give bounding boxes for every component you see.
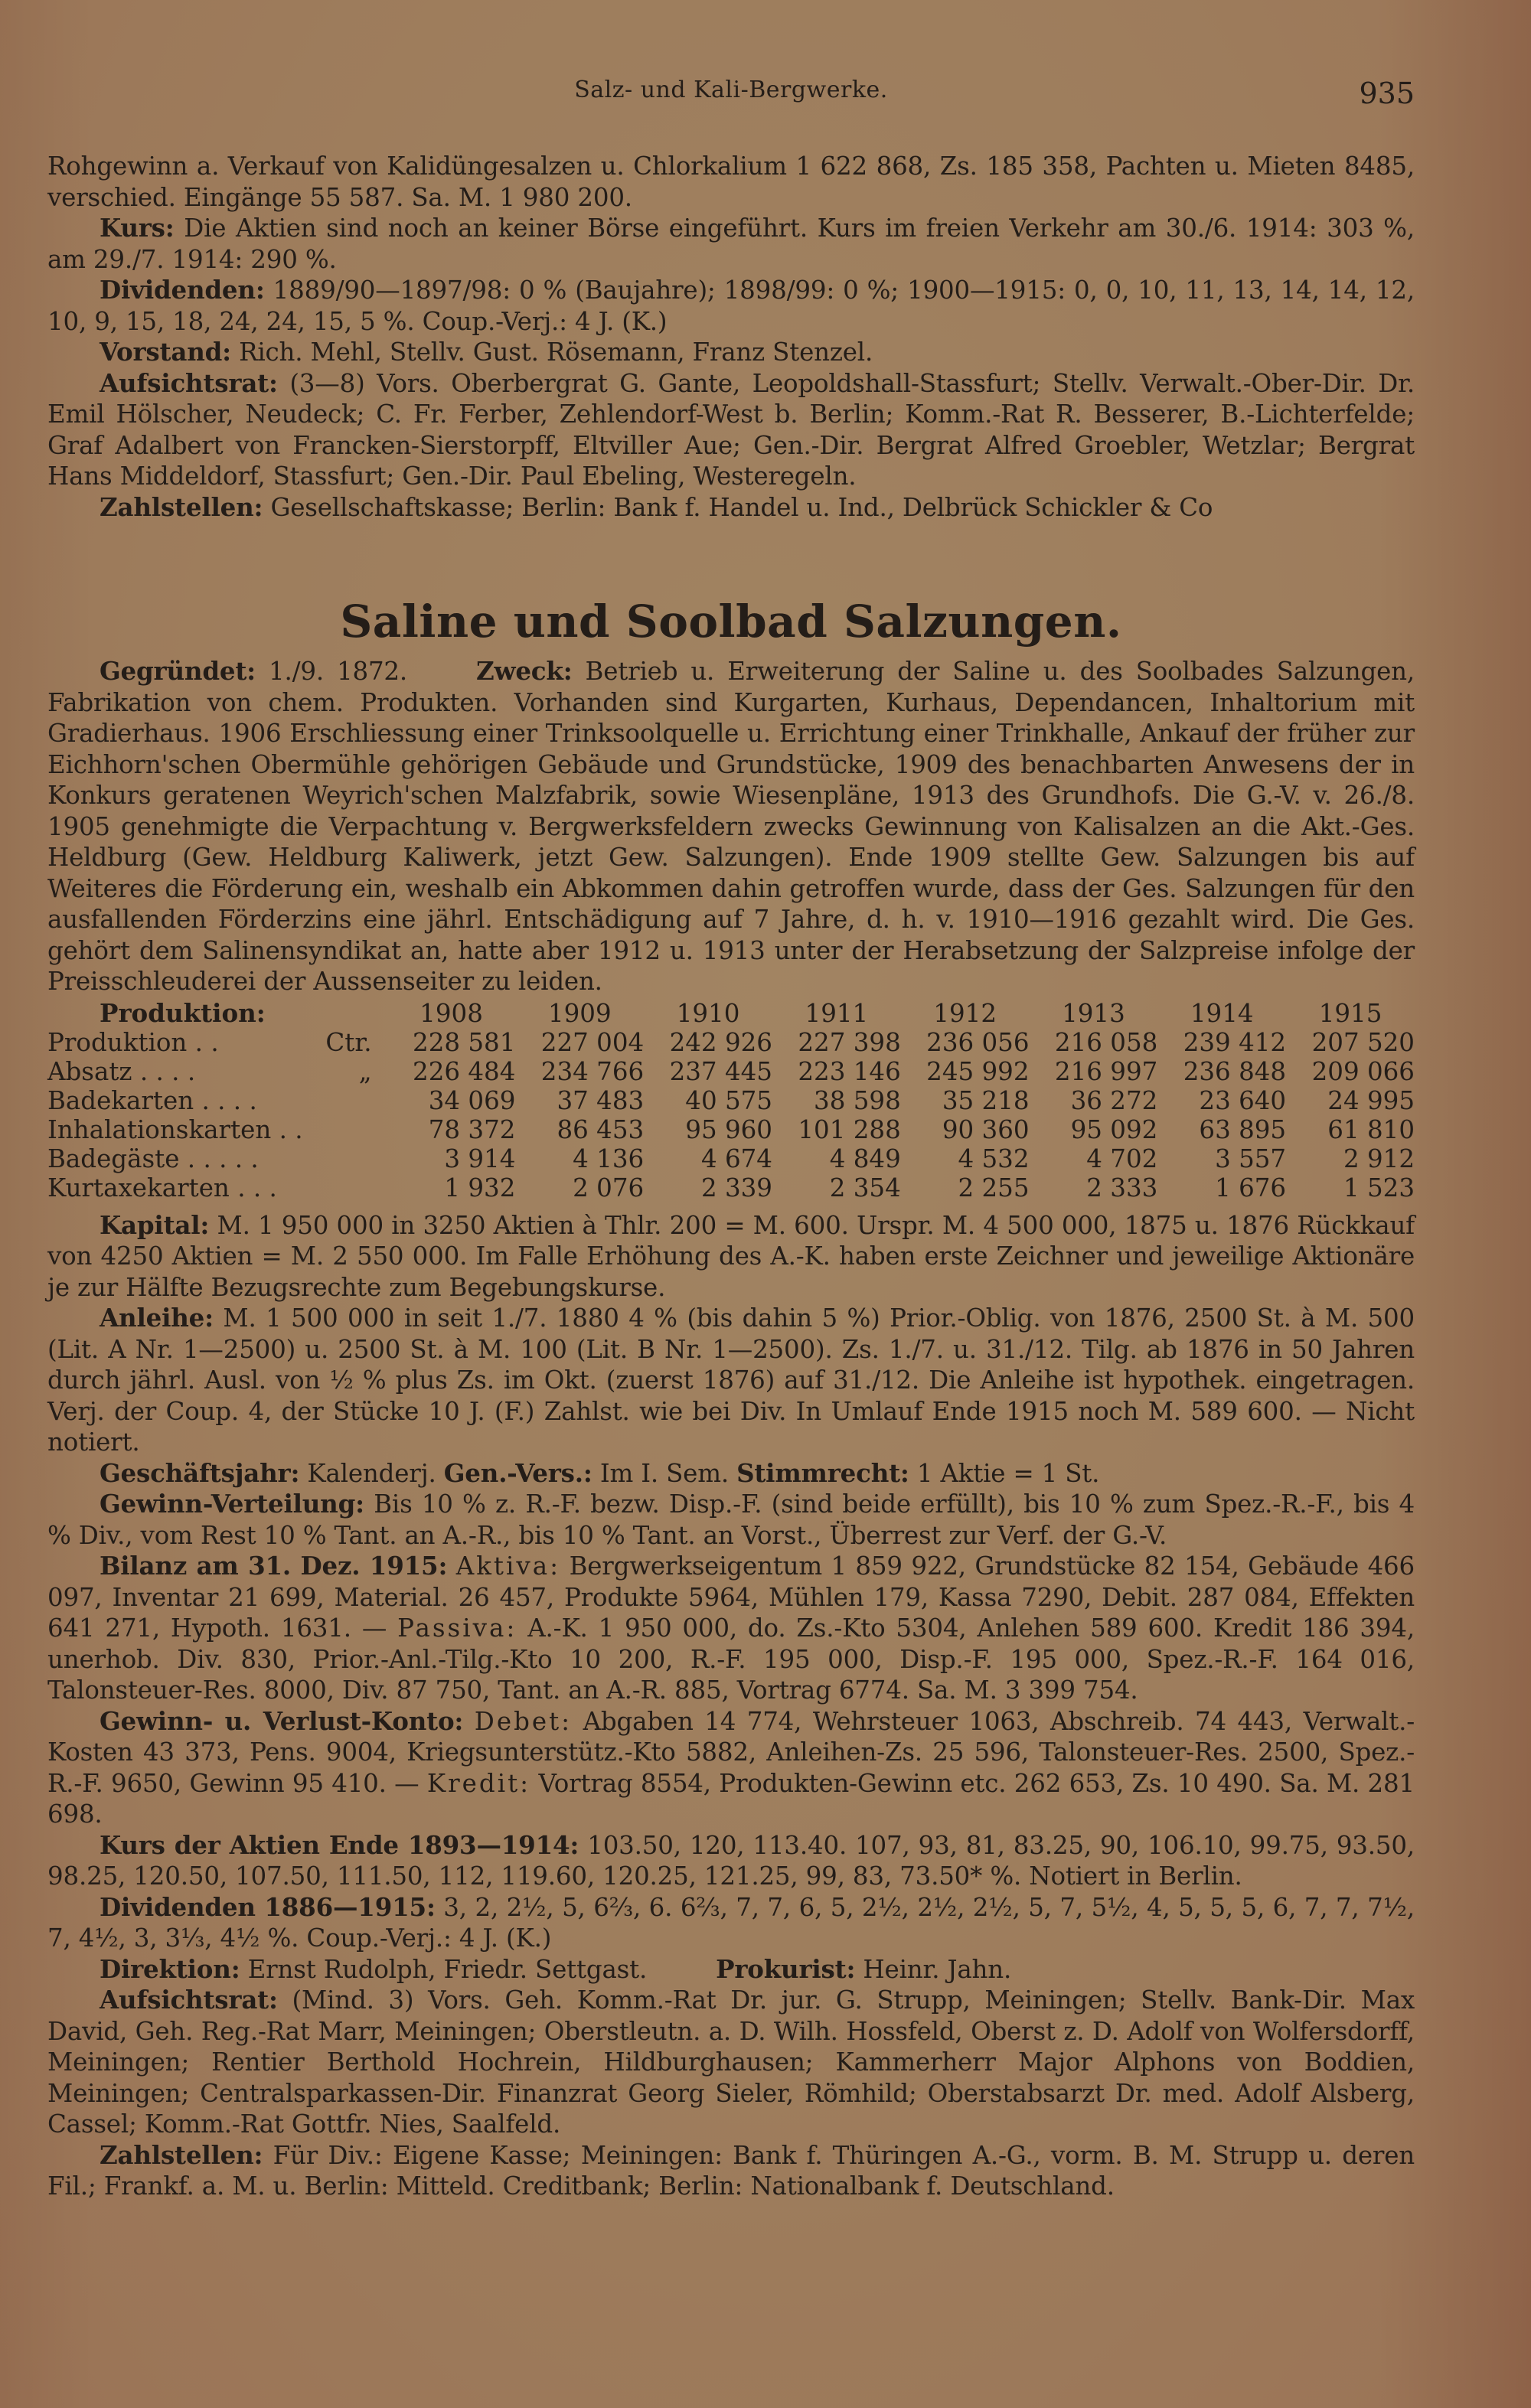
row-unit [303, 1144, 387, 1173]
cell: 95 960 [685, 1114, 772, 1144]
cell: 227 398 [798, 1027, 901, 1057]
cell: 4 136 [573, 1144, 645, 1173]
kapital-paragraph [47, 1210, 1415, 1304]
cell: 78 372 [428, 1114, 516, 1144]
zahlstellen-text: Für Div.: Eigene Kasse; Meiningen: Bank f. Thüringen A.-G., vorm. B. M. Strupp u. deren Fil.; Frankf. a. M. u. Berlin: Mitteld. Creditbank; Berlin: Nationalbank f. Deutschland. [47, 2140, 1415, 2201]
page-number: 935 [1359, 77, 1415, 110]
cell: 4 532 [958, 1144, 1030, 1173]
cell: 40 575 [685, 1085, 772, 1115]
cell: 2 333 [1086, 1173, 1158, 1202]
row-label: Badegäste . . . . . [47, 1144, 259, 1173]
dividenden-label: Dividenden 1886—1915: [100, 1891, 436, 1922]
kapital-label: Kapital: [100, 1209, 210, 1240]
cell: 228 581 [413, 1027, 516, 1057]
cell: 3 557 [1215, 1144, 1287, 1173]
dividenden-paragraph [47, 1892, 1415, 1954]
cell: 237 445 [669, 1056, 772, 1086]
kurs-text: 103.50, 120, 113.40. 107, 93, 81, 83.25, 90, 106.10, 99.75, 93.50, 98.25, 120.50, 107.50, 111.50, 112, 119.60, 120.25, 121.25, 99, 83, 73.50* %. Notiert in Berlin. [47, 1830, 1415, 1891]
row-label: Kurtaxekarten . . . [47, 1173, 277, 1202]
kurs-label: Kurs der Aktien Ende 1893—1914: [100, 1829, 579, 1860]
zahlstellen-paragraph [47, 492, 1415, 524]
table-row [47, 1173, 1415, 1202]
cell: 236 848 [1183, 1056, 1287, 1086]
cell: 1 676 [1215, 1173, 1287, 1202]
geschaeftsjahr-label: Geschäftsjahr: [100, 1457, 300, 1488]
cell: 227 004 [540, 1027, 645, 1057]
vorstand-paragraph [47, 337, 1415, 368]
cell: 63 895 [1199, 1114, 1287, 1144]
cell: 239 412 [1183, 1027, 1287, 1057]
kredit-text: Vortrag 8554, Produkten-Gewinn etc. 262 653, Zs. 10 490. Sa. M. 281 698. [47, 1768, 1415, 1829]
produktion-table-label: Produktion: [100, 997, 266, 1028]
year-header: 1911 [805, 998, 869, 1028]
cell: 3 914 [444, 1144, 516, 1173]
cell: 4 674 [700, 1144, 772, 1173]
cell: 226 484 [413, 1056, 516, 1086]
zahlstellen-paragraph [47, 2140, 1415, 2202]
anleihe-text: M. 1 500 000 in seit 1./7. 1880 4 % (bis dahin 5 %) Prior.-Oblig. von 1876, 2500 St. à M. 500 (Lit. A Nr. 1—2500) u. 2500 St. à M. 100 (Lit. B Nr. 1—2500). Zs. 1./7. u. 31./12. Tilg. ab 1876 in 50 Jahren durch jährl. Ausl. von ½ % plus Zs. im Okt. (zuerst 1876) auf 31./12. Die Anleihe ist hypothek. eingetragen. Verj. der Coup. 4, der Stücke 10 J. (F.) Zahlst. wie bei Div. In Umlauf Ende 1915 noch M. 589 600. — Nicht notiert. [47, 1304, 1415, 1457]
anleihe-label: Anleihe: [100, 1303, 214, 1333]
gewinnverteilung-paragraph [47, 1489, 1415, 1551]
cell: 101 288 [798, 1114, 901, 1144]
row-label: Produktion . . [47, 1027, 219, 1057]
cell: 24 995 [1327, 1085, 1415, 1115]
row-label: Badekarten . . . . [47, 1085, 257, 1115]
running-title: Salz- und Kali-Bergwerke. [574, 77, 888, 103]
cell: 95 092 [1070, 1114, 1158, 1144]
row-unit [303, 1086, 387, 1115]
table-row [47, 1028, 1415, 1057]
cell: 86 453 [557, 1114, 645, 1144]
cell: 4 849 [829, 1144, 901, 1173]
table-row [47, 1086, 1415, 1115]
cell: 236 056 [926, 1027, 1030, 1057]
zahlstellen-label: Zahlstellen: [100, 491, 263, 522]
geschaeftsjahr-paragraph [47, 1458, 1415, 1490]
year-header: 1909 [547, 998, 612, 1028]
debet-label: Debet: [474, 1706, 573, 1736]
aktiva-text: Bergwerkseigentum 1 859 922, Grundstücke 82 154, Gebäude 466 097, Inventar 21 699, Material. 26 457, Produkte 5964, Mühlen 179, Kassa 7290, Debit. 287 084, Effekten 641 271, Hypoth. 1631. — [47, 1551, 1415, 1643]
passiva-text: A.-K. 1 950 000, do. Zs.-Kto 5304, Anlehen 589 600. Kredit 186 394, unerhob. Div. 830, Prior.-Anl.-Tilg.-Kto 10 200, R.-F. 195 000, Disp.-F. 195 000, Spez.-R.-F. 164 016, Talonsteuer-Res. 8000, Div. 87 750, Tant. an A.-R. 885, Vortrag 6774. Sa. M. 3 399 754. [47, 1613, 1415, 1705]
year-header: 1915 [1318, 998, 1382, 1028]
zahlstellen-text: Gesellschaftskasse; Berlin: Bank f. Handel u. Ind., Delbrück Schickler & Co [263, 492, 1213, 522]
gegruendet-zweck-paragraph [47, 656, 1415, 997]
dividenden-label: Dividenden: [100, 275, 265, 305]
row-unit [303, 1115, 387, 1144]
debet-text: Abgaben 14 774, Wehrsteuer 1063, Abschreib. 74 443, Verwalt.-Kosten 43 373, Pens. 9004, Kriegsunterstütz.-Kto 5882, Anleihen-Zs. 25 596, Talonsteuer-Res. 2500, Spez.-R.-F. 9650, Gewinn 95 410. — [47, 1706, 1415, 1798]
row-unit: „ [358, 1056, 372, 1086]
cell: 216 997 [1054, 1056, 1158, 1086]
produktion-header-row [47, 999, 1415, 1028]
cell: 2 354 [829, 1173, 901, 1202]
aufsichtsrat-text: (3—8) Vors. Oberbergrat G. Gante, Leopoldshall-Stassfurt; Stellv. Verwalt.-Ober-Dir. Dr. Emil Hölscher, Neudeck; C. Fr. Ferber, Zehlendorf-West b. Berlin; Komm.-Rat R. Besserer, B.-Lichterfelde; Graf Adalbert von Francken-Sierstorpff, Eltviller Aue; Gen.-Dir. Bergrat Alfred Groebler, Wetzlar; Bergrat Hans Middeldorf, Stassfurt; Gen.-Dir. Paul Ebeling, Westeregeln. [47, 368, 1415, 491]
passiva-label: Passiva: [397, 1613, 517, 1643]
kurs-paragraph [47, 213, 1415, 275]
cell: 1 523 [1343, 1173, 1415, 1202]
zahlstellen-label: Zahlstellen: [100, 2139, 263, 2170]
gegruendet-value: 1./9. 1872. [255, 657, 408, 686]
vorstand-text: Rich. Mehl, Stellv. Gust. Rösemann, Franz Stenzel. [230, 338, 873, 367]
rohgewinn-paragraph: Rohgewinn a. Verkauf von Kalidüngesalzen u. Chlorkalium 1 622 868, Zs. 185 358, Pachten u. Mieten 8485, verschied. Eingänge 55 587. Sa. M. 1 980 200. [47, 152, 1415, 212]
cell: 242 926 [669, 1027, 772, 1057]
entry-title: Saline und Soolbad Salzungen. [340, 595, 1122, 648]
cell: 207 520 [1311, 1027, 1415, 1057]
direktion-paragraph [47, 1954, 1415, 1985]
cell: 245 992 [926, 1056, 1030, 1086]
cell: 2 255 [958, 1173, 1030, 1202]
gewinnverteilung-label: Gewinn-Verteilung: [100, 1489, 364, 1519]
year-header: 1914 [1190, 998, 1254, 1028]
cell: 216 058 [1054, 1027, 1158, 1057]
guv-paragraph [47, 1706, 1415, 1830]
aufsichtsrat-paragraph [47, 1985, 1415, 2140]
cell: 2 339 [700, 1173, 772, 1202]
bilanz-paragraph [47, 1551, 1415, 1706]
produktion-table [47, 999, 1415, 1202]
anleihe-paragraph [47, 1303, 1415, 1458]
cell: 4 702 [1086, 1144, 1158, 1173]
year-header: 1910 [676, 998, 740, 1028]
cell: 37 483 [557, 1085, 645, 1115]
zweck-text: Betrieb u. Erweiterung der Saline u. des Soolbades Salzungen, Fabrikation von chem. Produkten. Vorhanden sind Kurgarten, Kurhaus, Dependancen, Inhaltorium mit Gradierhaus. 1906 Erschliessung einer Trinksoolquelle u. Errichtung einer Trinkhalle, Ankauf der früher zur Eichhorn'schen Obermühle gehörigen Gebäude und Grundstücke, 1909 des benachbarten Anwesens der in Konkurs geratenen Weyrich'schen Malzfabrik, sowie Wiesenpläne, 1913 des Grundhofs. Die G.-V. v. 26./8. 1905 genehmigte die Verpachtung v. Bergwerksfeldern zwecks Gewinnung von Kalisalzen an die Akt.-Ges. Heldburg (Gew. Heldburg Kaliwerk, jetzt Gew. Salzungen). Ende 1909 stellte Gew. Salzungen bis auf Weiteres die Förderung ein, weshalb ein Abkommen dahin getroffen wurde, dass der Ges. Salzungen für den ausfallenden Förderzins eine jährl. Entschädigung auf 7 Jahre, d. h. v. 1910—1916 gezahlt wird. Die Ges. gehört dem Salinensyndikat an, hatte aber 1912 u. 1913 unter der Herabsetzung der Salzpreise infolge der Preisschleuderei der Aussenseiter zu leiden. [47, 657, 1415, 996]
aufsichtsrat-text: (Mind. 3) Vors. Geh. Komm.-Rat Dr. jur. G. Strupp, Meiningen; Stellv. Bank-Dir. Max David, Geh. Reg.-Rat Marr, Meiningen; Oberstleutn. a. D. Wilh. Hossfeld, Oberst z. D. Adolf von Wolfersdorff, Meiningen; Rentier Berthold Hochrein, Hildburghausen; Kammerherr Major Alphons von Boddien, Meiningen; Centralsparkassen-Dir. Finanzrat Georg Sieler, Römhild; Oberstabsarzt Dr. med. Adolf Alsberg, Cassel; Komm.-Rat Gottfr. Nies, Saalfeld. [47, 1985, 1415, 2139]
direktion-value: Ernst Rudolph, Friedr. Settgast. [240, 1954, 648, 1984]
stimmrecht-label: Stimmrecht: [736, 1457, 909, 1488]
row-label: Inhalationskarten . . [47, 1114, 303, 1144]
kurs-text: Die Aktien sind noch an keiner Börse eingeführt. Kurs im freien Verkehr am 30./6. 1914: 303 %, am 29./7. 1914: 290 %. [47, 214, 1415, 274]
aufsichtsrat-label: Aufsichtsrat: [100, 367, 278, 398]
year-header: 1912 [933, 998, 997, 1028]
bilanz-label: Bilanz am 31. Dez. 1915: [100, 1551, 448, 1581]
kredit-label: Kredit: [426, 1768, 531, 1798]
table-row [47, 1144, 1415, 1173]
aktiva-label: Aktiva: [455, 1551, 561, 1581]
row-label: Absatz . . . . [47, 1056, 196, 1086]
kurs-label: Kurs: [100, 213, 175, 243]
kapital-text: M. 1 950 000 in 3250 Aktien à Thlr. 200 = M. 600. Urspr. M. 4 500 000, 1875 u. 1876 Rückkauf von 4250 Aktien = M. 2 550 000. Im Falle Erhöhung des A.-K. haben erste Zeichner und jeweilige Aktionäre je zur Hälfte Bezugsrechte zum Begebungskurse. [47, 1210, 1415, 1302]
cell: 2 076 [573, 1173, 645, 1202]
genvers-label: Gen.-Vers.: [443, 1457, 592, 1488]
cell: 90 360 [942, 1114, 1030, 1144]
dividenden-text: 3, 2, 2½, 5, 6⅔, 6. 6⅔, 7, 7, 6, 5, 2½, 2½, 2½, 5, 7, 5½, 4, 5, 5, 5, 6, 7, 7, 7½, 7, 4½, 3, 3⅓, 4½ %. Coup.-Verj.: 4 J. (K.) [47, 1892, 1415, 1953]
aufsichtsrat-paragraph [47, 368, 1415, 492]
cell: 36 272 [1070, 1085, 1158, 1115]
year-header: 1913 [1062, 998, 1125, 1028]
direktion-label: Direktion: [100, 1953, 240, 1984]
vorstand-label: Vorstand: [100, 337, 231, 367]
table-row [47, 1115, 1415, 1144]
prokurist-label: Prokurist: [716, 1953, 856, 1984]
cell: 223 146 [798, 1056, 901, 1086]
row-unit [303, 1173, 387, 1202]
zweck-label: Zweck: [476, 656, 573, 686]
cell: 209 066 [1311, 1056, 1415, 1086]
dividenden-paragraph [47, 275, 1415, 337]
gewinnverteilung-text: Bis 10 % z. R.-F. bezw. Disp.-F. (sind beide erfüllt), bis 10 % zum Spez.-R.-F., bis 4 % Div., vom Rest 10 % Tant. an A.-R., bis 10 % Tant. an Vorst., Überrest zur Verf. der G.-V. [47, 1490, 1415, 1550]
cell: 234 766 [540, 1056, 645, 1086]
stimmrecht-value: 1 Aktie = 1 St. [909, 1458, 1100, 1488]
gegruendet-label: Gegründet: [100, 656, 256, 686]
year-header: 1908 [419, 998, 483, 1028]
cell: 23 640 [1199, 1085, 1287, 1115]
cell: 1 932 [444, 1173, 516, 1202]
guv-label: Gewinn- u. Verlust-Konto: [100, 1705, 464, 1736]
running-head [47, 70, 1415, 116]
genvers-value: Im I. Sem. [592, 1458, 737, 1488]
previous-entry-continuation [47, 151, 1415, 523]
cell: 38 598 [814, 1085, 901, 1115]
aufsichtsrat-label: Aufsichtsrat: [100, 1985, 278, 2015]
dividenden-text: 1889/90—1897/98: 0 % (Baujahre); 1898/99: 0 %; 1900—1915: 0, 0, 10, 11, 13, 14, 14, 12, 10, 9, 15, 18, 24, 24, 15, 5 %. Coup.-Verj.: 4 J. (K.) [47, 276, 1415, 336]
cell: 34 069 [428, 1085, 516, 1115]
prokurist-value: Heinr. Jahn. [855, 1954, 1012, 1984]
geschaeftsjahr-value: Kalenderj. [299, 1458, 444, 1488]
table-row [47, 1057, 1415, 1086]
cell: 2 912 [1343, 1144, 1415, 1173]
kurs-paragraph [47, 1830, 1415, 1892]
cell: 61 810 [1327, 1114, 1415, 1144]
entry-body [47, 656, 1415, 2202]
cell: 35 218 [942, 1085, 1030, 1115]
row-unit: Ctr. [325, 1027, 372, 1057]
